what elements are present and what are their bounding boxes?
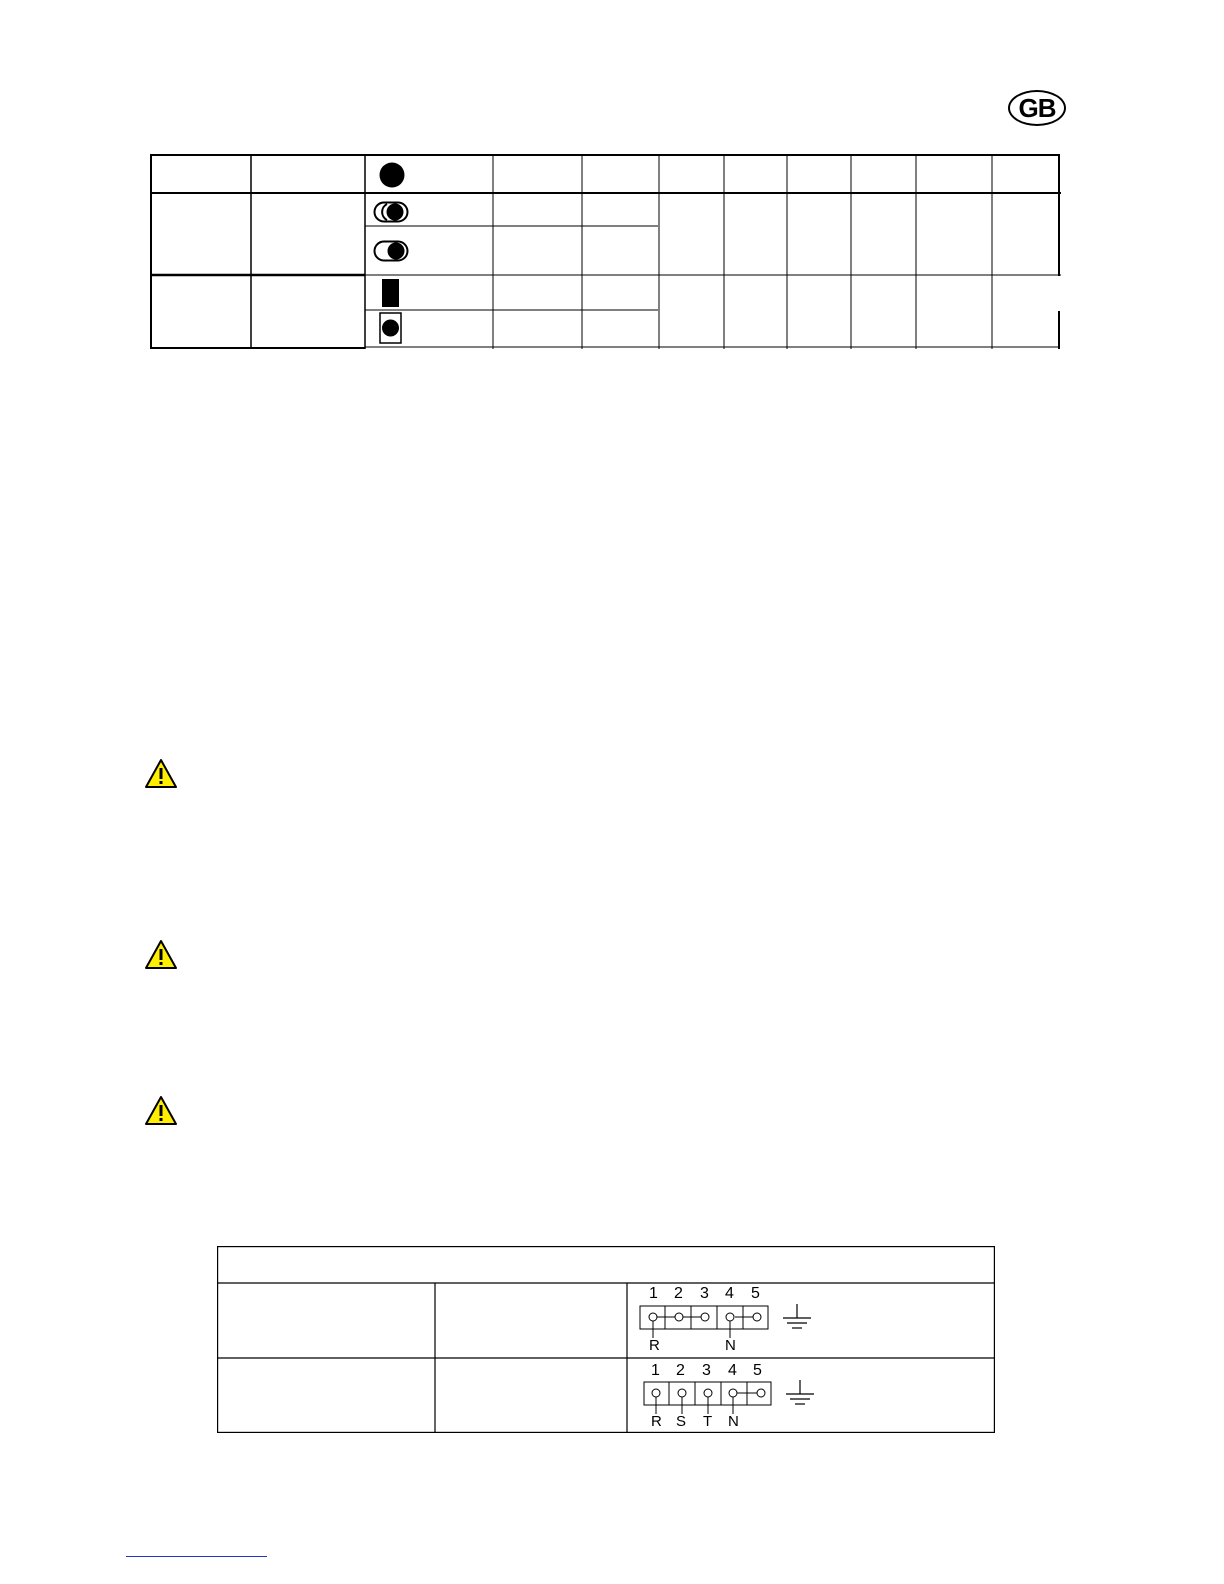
burner-table-grid [150,154,1061,349]
burner-full-icon [378,161,406,189]
wiring-table [217,1246,995,1433]
phase-label: R [651,1413,662,1430]
phase-label: S [676,1413,687,1430]
pin-number: 1 [651,1362,660,1379]
terminal-block-three-phase [644,1380,814,1414]
phase-label: N [725,1337,736,1354]
pin-number: 4 [725,1285,734,1302]
pin-number: 2 [676,1362,685,1379]
pin-number: 3 [700,1285,709,1302]
dot-in-box-icon [379,312,403,344]
phase-label: T [703,1413,713,1430]
pin-number: 5 [753,1362,762,1379]
warning-triangle-icon [144,758,178,790]
pin-number: 2 [674,1285,683,1302]
phase-label: R [649,1337,660,1354]
wiring-table-grid [217,1246,995,1433]
pin-number: 3 [702,1362,711,1379]
warning-triangle-icon [144,1095,178,1127]
ground-icon [783,1304,811,1328]
footer-rule [126,1556,267,1557]
warning-triangle-icon [144,939,178,971]
terminal-block-single-phase [640,1304,811,1338]
phase-label: N [728,1413,739,1430]
country-badge: GB [1008,90,1066,126]
pin-number: 4 [728,1362,737,1379]
burner-single-crown-icon [373,240,409,262]
pin-number: 5 [751,1285,760,1302]
burner-double-crown-icon [373,201,409,223]
burner-table [150,154,1061,349]
bar-icon [381,278,401,308]
ground-icon [786,1380,814,1404]
pin-number: 1 [649,1285,658,1302]
